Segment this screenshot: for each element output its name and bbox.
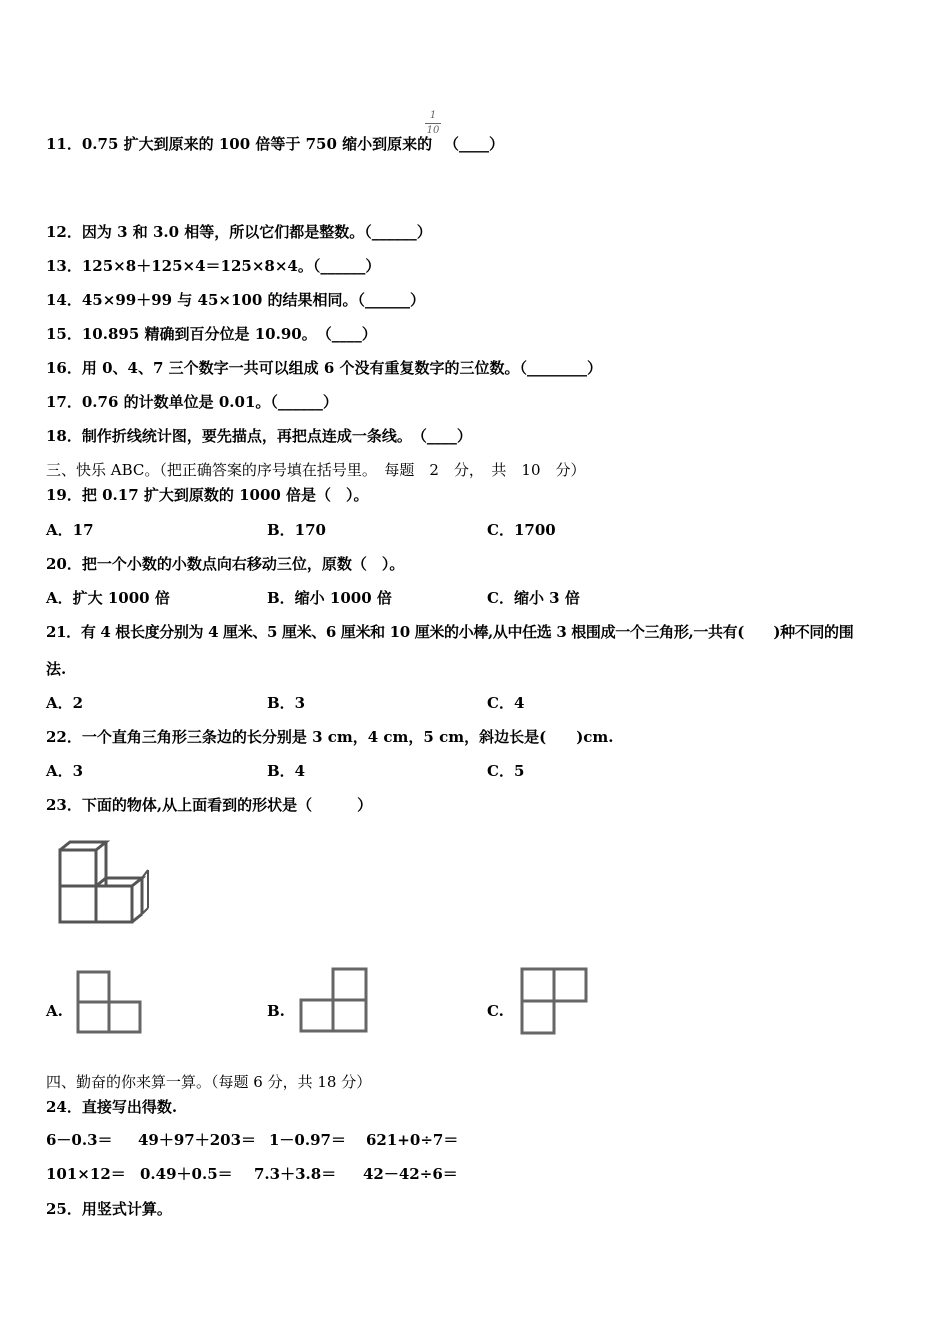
q22-option-a[interactable]: A．3 <box>46 762 84 780</box>
q20-option-a[interactable]: A．扩大 1000 倍 <box>46 589 170 607</box>
calc-item: 6－0.3＝ <box>46 1131 113 1149</box>
q23-option-c[interactable]: C. <box>487 1002 504 1020</box>
question-25: 25．用竖式计算。 <box>46 1200 172 1218</box>
q21-option-a[interactable]: A．2 <box>46 694 84 712</box>
question-21-line1: 21．有 4 根长度分别为 4 厘米、5 厘米、6 厘米和 10 厘米的小棒,从中任选 3 根围成一个三角形,一共有( )种不同的围 <box>46 623 854 641</box>
question-18: 18．制作折线统计图，要先描点，再把点连成一条线。 （____） <box>46 427 472 445</box>
question-14: 14．45×99＋99 与 45×100 的结果相同。（______） <box>46 291 425 309</box>
q23-option-a[interactable]: A. <box>46 1002 63 1020</box>
question-11-blank[interactable]: （____） <box>444 135 505 153</box>
question-13: 13．125×8＋125×4＝125×8×4。（______） <box>46 257 381 275</box>
q23-option-a-shape[interactable] <box>76 970 142 1034</box>
q22-option-c[interactable]: C．5 <box>487 762 525 780</box>
fraction-denominator: 10 <box>426 125 440 136</box>
question-12: 12．因为 3 和 3.0 相等，所以它们都是整数。（______） <box>46 223 432 241</box>
question-15: 15．10.895 精确到百分位是 10.90。 （____） <box>46 325 377 343</box>
calc-item: 0.49＋0.5＝ <box>140 1165 233 1183</box>
calc-item: 621+0÷7＝ <box>366 1131 459 1149</box>
q22-option-b[interactable]: B．4 <box>267 762 306 780</box>
calc-item: 7.3＋3.8＝ <box>254 1165 337 1183</box>
fraction-numerator: 1 <box>429 110 437 121</box>
fraction-one-tenth <box>425 110 441 137</box>
question-17: 17．0.76 的计数单位是 0.01。（______） <box>46 393 338 411</box>
calc-item: 42－42÷6＝ <box>363 1165 458 1183</box>
q21-option-c[interactable]: C．4 <box>487 694 525 712</box>
section-4-heading: 四、勤奋的你来算一算。（每题 6 分，共 18 分） <box>46 1073 372 1091</box>
question-16: 16．用 0、4、7 三个数字一共可以组成 6 个没有重复数字的三位数。（________） <box>46 359 603 377</box>
question-22: 22．一个直角三角形三条边的长分别是 3 cm，4 cm，5 cm，斜边长是( )cm. <box>46 728 614 746</box>
question-24: 24．直接写出得数. <box>46 1098 178 1116</box>
question-11 <box>46 134 432 154</box>
cube-stack-figure <box>56 838 162 924</box>
calc-item: 1－0.97＝ <box>269 1131 346 1149</box>
q19-option-c[interactable]: C．1700 <box>487 521 556 539</box>
q19-option-b[interactable]: B．170 <box>267 521 326 539</box>
section-3-heading: 三、快乐 ABC。（把正确答案的序号填在括号里。 每题 2 分， 共 10 分） <box>46 461 586 479</box>
question-11-text: 11．0.75 扩大到原来的 100 倍等于 750 缩小到原来的 <box>46 135 433 153</box>
q23-option-c-shape[interactable] <box>520 967 588 1035</box>
q20-option-c[interactable]: C．缩小 3 倍 <box>487 589 580 607</box>
q20-option-b[interactable]: B．缩小 1000 倍 <box>267 589 392 607</box>
q23-option-b-shape[interactable] <box>299 967 369 1033</box>
question-23: 23．下面的物体,从上面看到的形状是（ ） <box>46 796 373 814</box>
question-21-line2: 法. <box>46 660 67 678</box>
q23-option-b[interactable]: B. <box>267 1002 285 1020</box>
question-20: 20．把一个小数的小数点向右移动三位，原数（ ）。 <box>46 555 405 573</box>
question-19: 19．把 0.17 扩大到原数的 1000 倍是（ ）。 <box>46 486 369 504</box>
calc-item: 49＋97＋203＝ <box>138 1131 257 1149</box>
q19-option-a[interactable]: A．17 <box>46 521 94 539</box>
calc-item: 101×12＝ <box>46 1165 126 1183</box>
q21-option-b[interactable]: B．3 <box>267 694 306 712</box>
